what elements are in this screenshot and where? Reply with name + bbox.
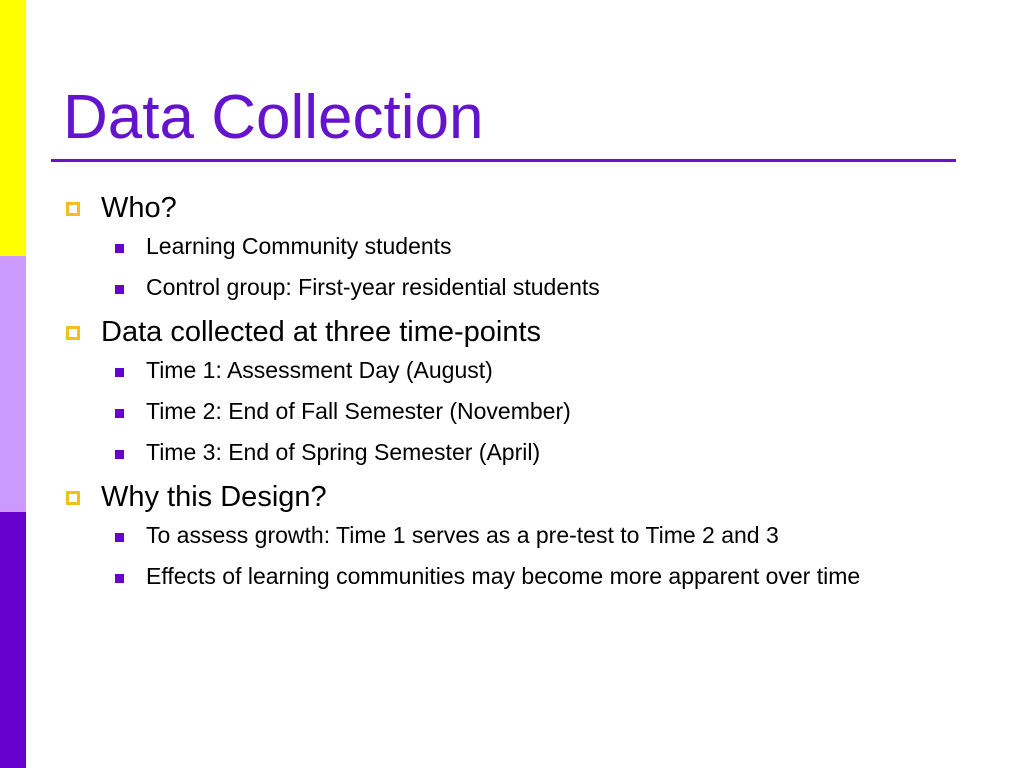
side-bar-purple xyxy=(0,512,26,768)
side-bar-lavender xyxy=(0,256,26,512)
sub-list xyxy=(63,354,983,469)
square-bullet-icon xyxy=(115,574,124,583)
square-bullet-icon xyxy=(115,533,124,542)
square-bullet-icon xyxy=(115,285,124,294)
list-item-text: Learning Community students xyxy=(146,233,452,259)
list-item xyxy=(63,271,983,304)
slide-content xyxy=(63,188,983,601)
list-item xyxy=(63,354,983,387)
hollow-square-bullet-icon xyxy=(66,491,80,505)
list-item-text: Time 1: Assessment Day (August) xyxy=(146,357,493,383)
list-item xyxy=(63,395,983,428)
side-bar-yellow xyxy=(0,0,26,256)
slide-title: Data Collection xyxy=(63,83,484,152)
section-time-points xyxy=(63,312,983,469)
list-item-text: To assess growth: Time 1 serves as a pre-test to Time 2 and 3 xyxy=(146,522,779,548)
sub-list xyxy=(63,230,983,304)
square-bullet-icon xyxy=(115,450,124,459)
section-heading xyxy=(63,188,983,228)
hollow-square-bullet-icon xyxy=(66,202,80,216)
section-heading xyxy=(63,477,983,517)
section-heading xyxy=(63,312,983,352)
list-item xyxy=(63,230,983,263)
list-item xyxy=(63,436,983,469)
list-item xyxy=(63,519,983,552)
section-who xyxy=(63,188,983,304)
list-item xyxy=(63,560,966,593)
square-bullet-icon xyxy=(115,368,124,377)
list-item-text: Time 3: End of Spring Semester (April) xyxy=(146,439,541,465)
section-heading-text: Why this Design? xyxy=(101,481,327,513)
list-item-text: Control group: First-year residential students xyxy=(146,274,600,300)
section-heading-text: Data collected at three time-points xyxy=(101,316,542,348)
section-why-design xyxy=(63,477,983,593)
hollow-square-bullet-icon xyxy=(66,326,80,340)
title-underline xyxy=(51,159,956,162)
list-item-text: Time 2: End of Fall Semester (November) xyxy=(146,398,571,424)
square-bullet-icon xyxy=(115,409,124,418)
list-item-text: Effects of learning communities may become more apparent over time xyxy=(146,563,861,589)
sub-list xyxy=(63,519,983,593)
square-bullet-icon xyxy=(115,244,124,253)
section-heading-text: Who? xyxy=(101,192,177,224)
